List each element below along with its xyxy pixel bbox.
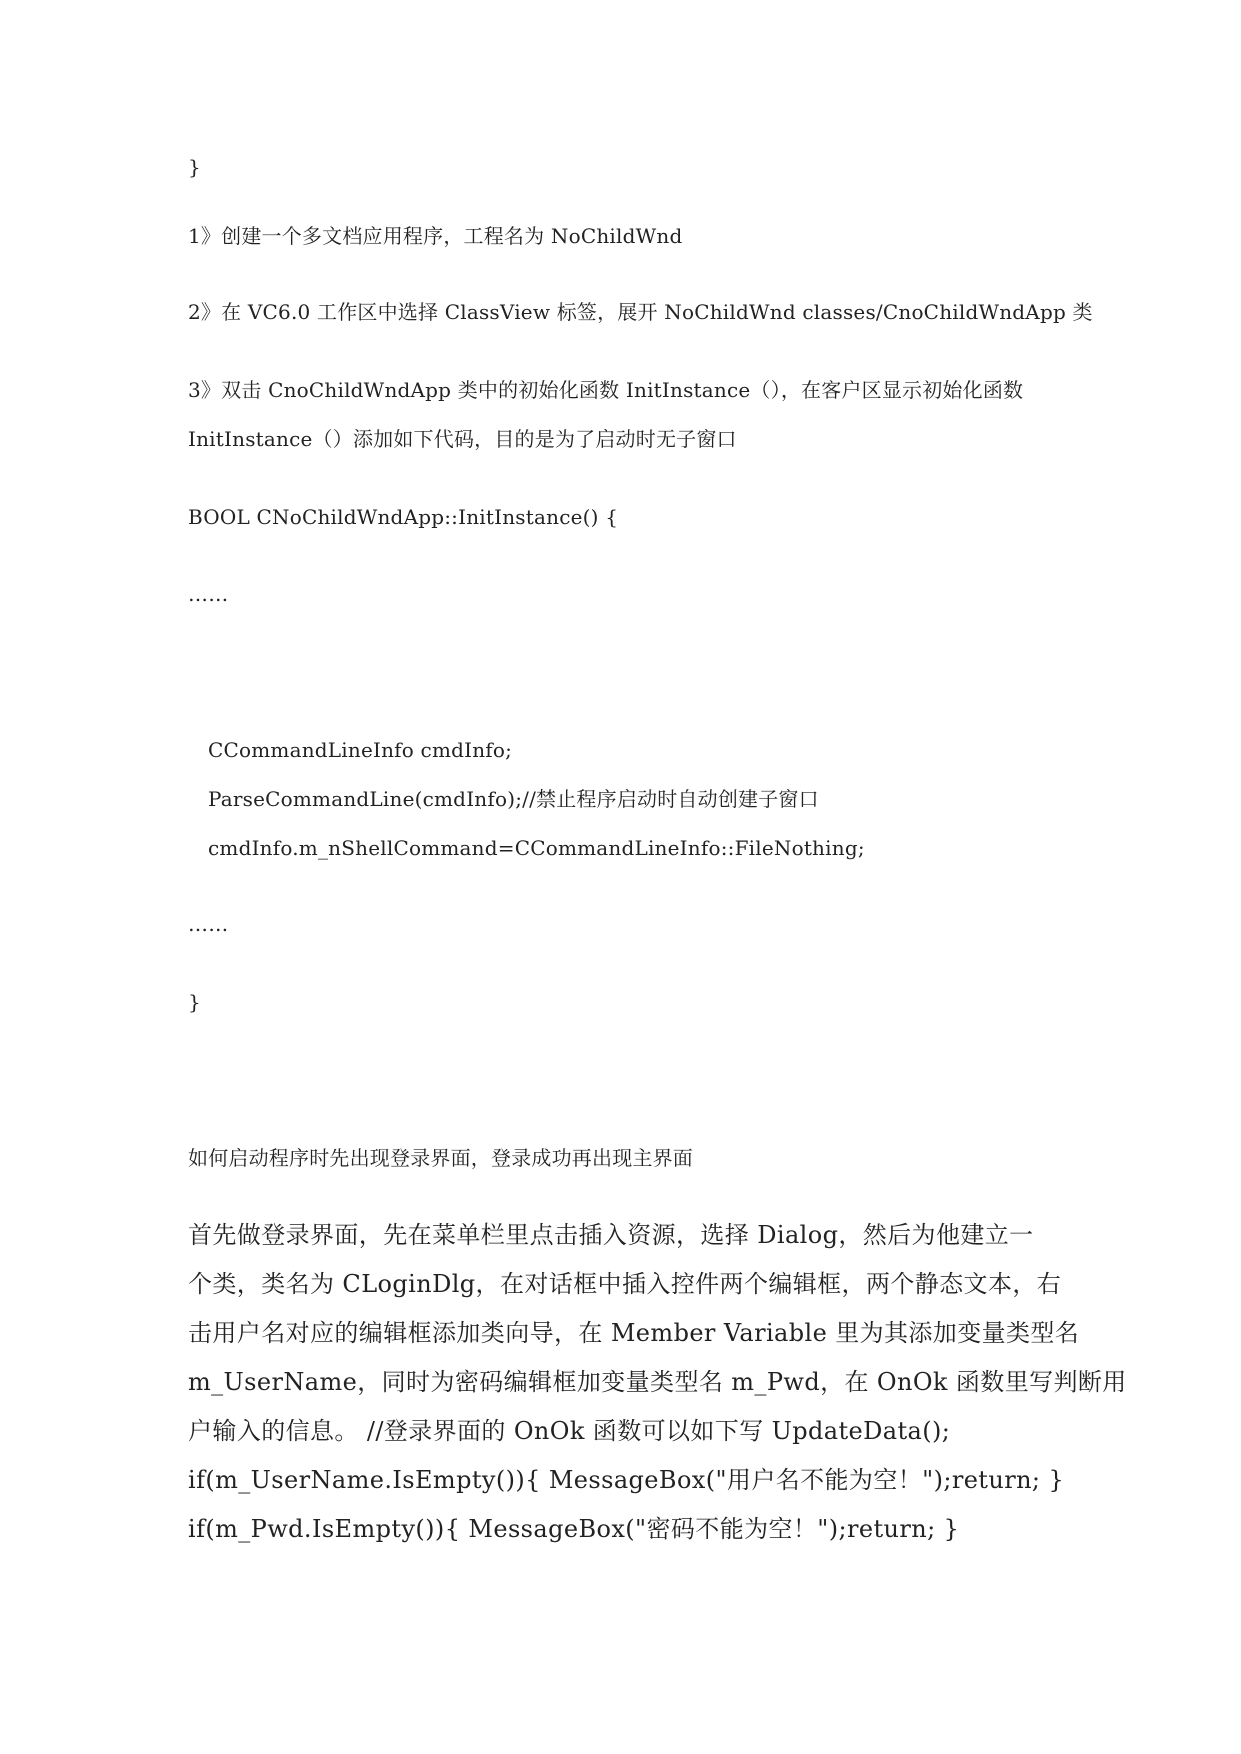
code-closing-brace-line: } [188, 990, 201, 1014]
paragraph-line-7: if(m_Pwd.IsEmpty()){ MessageBox("密码不能为空！");return; } [188, 1515, 960, 1543]
code-line-cmdinfo: CCommandLineInfo cmdInfo; [208, 738, 513, 762]
code-ellipsis-line: …… [188, 582, 229, 606]
paragraph-line-5: 户输入的信息。 //登录界面的 OnOk 函数可以如下写 UpdateData(); [188, 1417, 951, 1445]
step-2-line: 2》在 VC6.0 工作区中选择 ClassView 标签，展开 NoChildWnd classes/CnoChildWndApp 类 [188, 300, 1093, 324]
paragraph-line-6: if(m_UserName.IsEmpty()){ MessageBox("用户名不能为空！");return; } [188, 1466, 1065, 1494]
code-function-header-line: BOOL CNoChildWndApp::InitInstance() { [188, 505, 619, 529]
section-heading: 如何启动程序时先出现登录界面，登录成功再出现主界面 [188, 1146, 693, 1170]
paragraph-line-2: 个类，类名为 CLoginDlg，在对话框中插入控件两个编辑框，两个静态文本，右 [188, 1270, 1062, 1298]
paragraph-line-4: m_UserName，同时为密码编辑框加变量类型名 m_Pwd，在 OnOk 函数里写判断用 [188, 1368, 1127, 1396]
code-ellipsis-line-2: …… [188, 912, 229, 936]
code-line-parsecommandline: ParseCommandLine(cmdInfo);//禁止程序启动时自动创建子窗口 [208, 787, 819, 811]
closing-brace-line: } [188, 155, 201, 179]
step-1-line: 1》创建一个多文档应用程序，工程名为 NoChildWnd [188, 224, 683, 248]
paragraph-line-3: 击用户名对应的编辑框添加类向导，在 Member Variable 里为其添加变量类型名 [188, 1319, 1080, 1347]
step-3-line: 3》双击 CnoChildWndApp 类中的初始化函数 InitInstance（），在客户区显示初始化函数 [188, 378, 1024, 402]
code-line-shellcommand: cmdInfo.m_nShellCommand=CCommandLineInfo::FileNothing; [208, 836, 865, 860]
paragraph-line-1: 首先做登录界面，先在菜单栏里点击插入资源，选择 Dialog，然后为他建立一 [188, 1221, 1034, 1249]
step-3-continuation-line: InitInstance（）添加如下代码，目的是为了启动时无子窗口 [188, 427, 737, 451]
